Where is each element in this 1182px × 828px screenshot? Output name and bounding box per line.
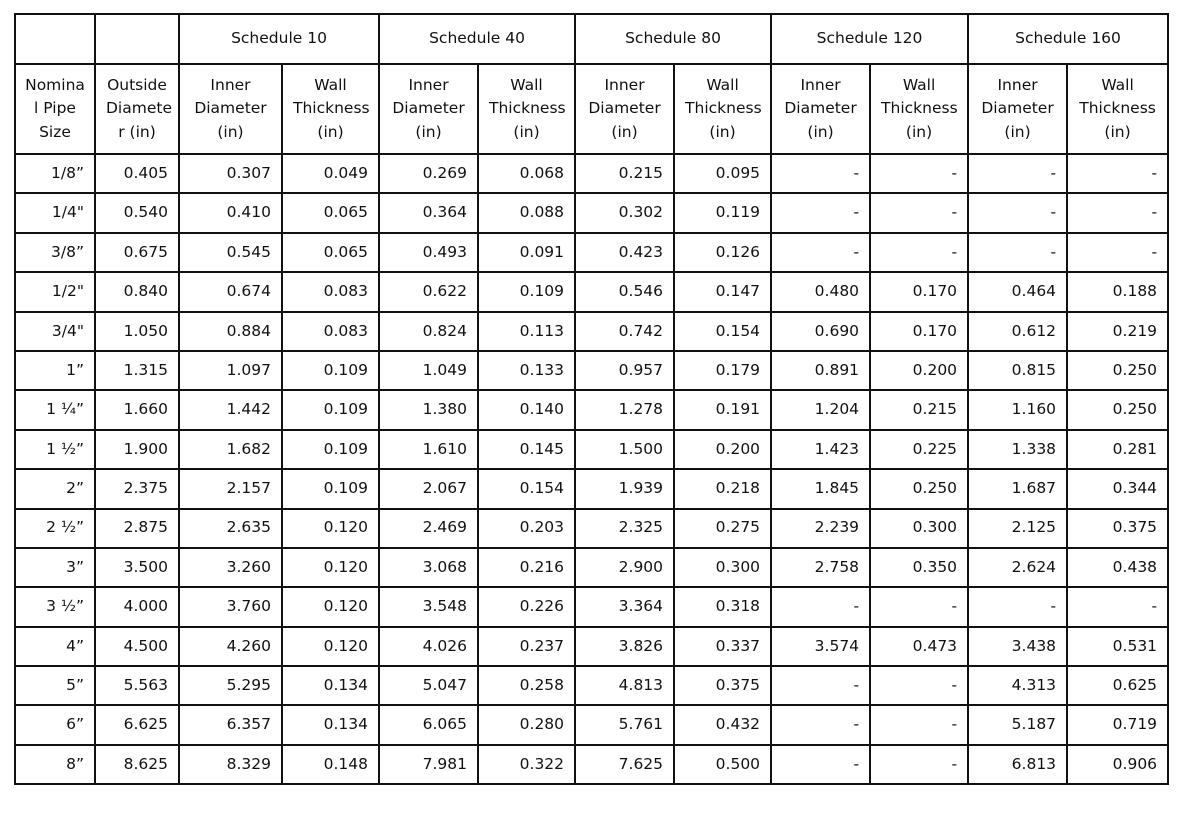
inner-diameter-cell: - [771, 193, 870, 232]
inner-diameter-cell: 1.423 [771, 430, 870, 469]
inner-diameter-cell: 1.939 [575, 469, 674, 508]
inner-diameter-cell: 4.813 [575, 666, 674, 705]
table-row [15, 469, 1168, 508]
nominal-pipe-size-cell: 1/4" [15, 193, 95, 232]
wall-thickness-cell: 0.625 [1067, 666, 1168, 705]
inner-diameter-cell: 2.900 [575, 548, 674, 587]
wall-thickness-cell: 0.120 [282, 548, 379, 587]
wall-thickness-cell: 0.088 [478, 193, 575, 232]
nominal-pipe-size-cell: 1/2" [15, 272, 95, 311]
inner-diameter-cell: - [968, 587, 1067, 626]
wall-thickness-cell: 0.154 [478, 469, 575, 508]
inner-diameter-cell: 0.957 [575, 351, 674, 390]
wall-thickness-cell: 0.154 [674, 312, 771, 351]
schedule-header: Schedule 40 [379, 14, 575, 64]
inner-diameter-cell: - [968, 154, 1067, 193]
table-row [15, 390, 1168, 429]
nominal-pipe-size-cell: 4” [15, 627, 95, 666]
wall-thickness-cell: - [870, 193, 968, 232]
outside-diameter-cell: 2.375 [95, 469, 179, 508]
wall-thickness-cell: 0.179 [674, 351, 771, 390]
nominal-pipe-size-cell: 1/8” [15, 154, 95, 193]
nominal-pipe-size-cell: 2” [15, 469, 95, 508]
wall-thickness-cell: 0.250 [1067, 351, 1168, 390]
wall-thickness-cell: 0.216 [478, 548, 575, 587]
inner-diameter-cell: 1.204 [771, 390, 870, 429]
inner-diameter-cell: 2.758 [771, 548, 870, 587]
outside-diameter-cell: 5.563 [95, 666, 179, 705]
inner-diameter-cell: - [968, 233, 1067, 272]
inner-diameter-cell: 3.438 [968, 627, 1067, 666]
inner-diameter-cell: 0.742 [575, 312, 674, 351]
inner-diameter-cell: 1.687 [968, 469, 1067, 508]
table-body [15, 154, 1168, 784]
inner-diameter-cell: 6.357 [179, 705, 282, 744]
wall-thickness-cell: 0.119 [674, 193, 771, 232]
inner-diameter-cell: 2.067 [379, 469, 478, 508]
wall-thickness-cell: - [870, 233, 968, 272]
wall-thickness-cell: - [1067, 233, 1168, 272]
table-row [15, 193, 1168, 232]
inner-diameter-cell: - [771, 666, 870, 705]
inner-diameter-cell: - [771, 233, 870, 272]
inner-diameter-cell: 0.612 [968, 312, 1067, 351]
schedule-header: Schedule 160 [968, 14, 1168, 64]
inner-diameter-cell: 1.442 [179, 390, 282, 429]
wall-thickness-cell: 0.322 [478, 745, 575, 784]
inner-diameter-cell: 5.761 [575, 705, 674, 744]
table-row [15, 745, 1168, 784]
outside-diameter-cell: 4.500 [95, 627, 179, 666]
wall-thickness-cell: 0.719 [1067, 705, 1168, 744]
inner-diameter-cell: 0.493 [379, 233, 478, 272]
inner-diameter-cell: 2.325 [575, 509, 674, 548]
wall-thickness-cell: 0.280 [478, 705, 575, 744]
wall-thickness-cell: 0.191 [674, 390, 771, 429]
wall-thickness-cell: 0.109 [282, 390, 379, 429]
inner-diameter-header: Inner Diameter (in) [968, 64, 1067, 154]
wall-thickness-cell: 0.083 [282, 312, 379, 351]
wall-thickness-header: Wall Thickness (in) [870, 64, 968, 154]
outside-diameter-cell: 2.875 [95, 509, 179, 548]
inner-diameter-cell: 0.302 [575, 193, 674, 232]
table-row [15, 666, 1168, 705]
wall-thickness-cell: 0.133 [478, 351, 575, 390]
inner-diameter-cell: 4.026 [379, 627, 478, 666]
wall-thickness-cell: 0.237 [478, 627, 575, 666]
inner-diameter-cell: - [771, 587, 870, 626]
inner-diameter-cell: 3.826 [575, 627, 674, 666]
nominal-pipe-size-cell: 1 ½” [15, 430, 95, 469]
inner-diameter-cell: 0.215 [575, 154, 674, 193]
wall-thickness-cell: 0.120 [282, 587, 379, 626]
wall-thickness-cell: 0.134 [282, 666, 379, 705]
inner-diameter-cell: 2.635 [179, 509, 282, 548]
inner-diameter-cell: 7.981 [379, 745, 478, 784]
schedule-header-row [15, 14, 1168, 64]
inner-diameter-cell: 1.682 [179, 430, 282, 469]
outside-diameter-cell: 0.540 [95, 193, 179, 232]
inner-diameter-header: Inner Diameter (in) [771, 64, 870, 154]
wall-thickness-cell: - [870, 666, 968, 705]
wall-thickness-cell: 0.250 [870, 469, 968, 508]
inner-diameter-cell: 3.548 [379, 587, 478, 626]
inner-diameter-cell: 3.260 [179, 548, 282, 587]
wall-thickness-cell: 0.049 [282, 154, 379, 193]
outside-diameter-cell: 6.625 [95, 705, 179, 744]
inner-diameter-cell: 0.690 [771, 312, 870, 351]
inner-diameter-cell: 1.610 [379, 430, 478, 469]
wall-thickness-cell: 0.531 [1067, 627, 1168, 666]
wall-thickness-cell: 0.432 [674, 705, 771, 744]
wall-thickness-cell: 0.148 [282, 745, 379, 784]
outside-diameter-cell: 3.500 [95, 548, 179, 587]
inner-diameter-cell: 2.125 [968, 509, 1067, 548]
inner-diameter-cell: - [968, 193, 1067, 232]
wall-thickness-cell: 0.300 [870, 509, 968, 548]
nominal-pipe-size-cell: 6” [15, 705, 95, 744]
inner-diameter-cell: 4.260 [179, 627, 282, 666]
outside-diameter-cell: 0.405 [95, 154, 179, 193]
inner-diameter-cell: 0.815 [968, 351, 1067, 390]
wall-thickness-cell: 0.145 [478, 430, 575, 469]
inner-diameter-cell: 2.469 [379, 509, 478, 548]
outside-diameter-cell: 1.315 [95, 351, 179, 390]
wall-thickness-cell: 0.438 [1067, 548, 1168, 587]
wall-thickness-cell: 0.113 [478, 312, 575, 351]
wall-thickness-cell: 0.344 [1067, 469, 1168, 508]
wall-thickness-cell: 0.300 [674, 548, 771, 587]
outside-diameter-cell: 0.675 [95, 233, 179, 272]
outside-diameter-header: Outside Diamete r (in) [95, 64, 179, 154]
wall-thickness-cell: - [870, 705, 968, 744]
inner-diameter-cell: 6.813 [968, 745, 1067, 784]
wall-thickness-cell: 0.083 [282, 272, 379, 311]
wall-thickness-cell: 0.147 [674, 272, 771, 311]
wall-thickness-cell: 0.065 [282, 233, 379, 272]
wall-thickness-cell: 0.219 [1067, 312, 1168, 351]
inner-diameter-cell: 5.047 [379, 666, 478, 705]
outside-diameter-cell: 4.000 [95, 587, 179, 626]
inner-diameter-cell: 1.338 [968, 430, 1067, 469]
wall-thickness-cell: 0.281 [1067, 430, 1168, 469]
inner-diameter-cell: 4.313 [968, 666, 1067, 705]
nominal-pipe-size-cell: 1” [15, 351, 95, 390]
inner-diameter-cell: 0.884 [179, 312, 282, 351]
wall-thickness-cell: 0.215 [870, 390, 968, 429]
wall-thickness-cell: - [1067, 587, 1168, 626]
wall-thickness-cell: 0.140 [478, 390, 575, 429]
inner-diameter-cell: 0.480 [771, 272, 870, 311]
wall-thickness-cell: 0.250 [1067, 390, 1168, 429]
table-row [15, 351, 1168, 390]
inner-diameter-cell: 0.622 [379, 272, 478, 311]
table-row [15, 509, 1168, 548]
wall-thickness-cell: 0.091 [478, 233, 575, 272]
wall-thickness-cell: - [870, 587, 968, 626]
inner-diameter-cell: 5.295 [179, 666, 282, 705]
wall-thickness-cell: 0.258 [478, 666, 575, 705]
outside-diameter-cell: 0.840 [95, 272, 179, 311]
wall-thickness-cell: 0.065 [282, 193, 379, 232]
nominal-pipe-size-cell: 8” [15, 745, 95, 784]
outside-diameter-cell: 1.900 [95, 430, 179, 469]
wall-thickness-cell: 0.275 [674, 509, 771, 548]
inner-diameter-cell: 0.307 [179, 154, 282, 193]
wall-thickness-header: Wall Thickness (in) [1067, 64, 1168, 154]
inner-diameter-cell: 0.423 [575, 233, 674, 272]
inner-diameter-cell: 0.410 [179, 193, 282, 232]
schedule-header: Schedule 80 [575, 14, 771, 64]
inner-diameter-cell: 0.824 [379, 312, 478, 351]
inner-diameter-header: Inner Diameter (in) [179, 64, 282, 154]
inner-diameter-cell: 0.364 [379, 193, 478, 232]
inner-diameter-cell: 1.380 [379, 390, 478, 429]
wall-thickness-cell: - [870, 154, 968, 193]
inner-diameter-cell: 3.068 [379, 548, 478, 587]
wall-thickness-cell: 0.906 [1067, 745, 1168, 784]
inner-diameter-cell: 2.624 [968, 548, 1067, 587]
inner-diameter-header: Inner Diameter (in) [575, 64, 674, 154]
inner-diameter-cell: - [771, 154, 870, 193]
nominal-pipe-size-cell: 5” [15, 666, 95, 705]
table-row [15, 587, 1168, 626]
inner-diameter-cell: - [771, 705, 870, 744]
pipe-schedule-table [14, 13, 1169, 785]
inner-diameter-cell: 3.574 [771, 627, 870, 666]
table-row [15, 430, 1168, 469]
inner-diameter-cell: 1.500 [575, 430, 674, 469]
inner-diameter-cell: 1.097 [179, 351, 282, 390]
wall-thickness-cell: 0.318 [674, 587, 771, 626]
table-row [15, 312, 1168, 351]
wall-thickness-cell: 0.350 [870, 548, 968, 587]
wall-thickness-cell: 0.170 [870, 312, 968, 351]
wall-thickness-cell: - [870, 745, 968, 784]
wall-thickness-header: Wall Thickness (in) [478, 64, 575, 154]
nominal-pipe-size-cell: 2 ½” [15, 509, 95, 548]
inner-diameter-cell: 0.269 [379, 154, 478, 193]
outside-diameter-cell: 1.660 [95, 390, 179, 429]
wall-thickness-cell: 0.218 [674, 469, 771, 508]
nominal-pipe-size-cell: 3/8” [15, 233, 95, 272]
inner-diameter-cell: 3.760 [179, 587, 282, 626]
nominal-pipe-size-cell: 1 ¼” [15, 390, 95, 429]
inner-diameter-cell: 0.891 [771, 351, 870, 390]
inner-diameter-cell: 7.625 [575, 745, 674, 784]
inner-diameter-cell: 2.239 [771, 509, 870, 548]
wall-thickness-cell: 0.337 [674, 627, 771, 666]
inner-diameter-cell: 1.160 [968, 390, 1067, 429]
wall-thickness-cell: 0.126 [674, 233, 771, 272]
wall-thickness-cell: - [1067, 193, 1168, 232]
inner-diameter-cell: 0.464 [968, 272, 1067, 311]
empty-header-cell [95, 14, 179, 64]
inner-diameter-cell: 5.187 [968, 705, 1067, 744]
nominal-pipe-size-cell: 3/4" [15, 312, 95, 351]
outside-diameter-cell: 8.625 [95, 745, 179, 784]
table-row [15, 627, 1168, 666]
inner-diameter-cell: 0.545 [179, 233, 282, 272]
wall-thickness-cell: 0.109 [478, 272, 575, 311]
wall-thickness-cell: 0.203 [478, 509, 575, 548]
inner-diameter-cell: 0.674 [179, 272, 282, 311]
wall-thickness-header: Wall Thickness (in) [282, 64, 379, 154]
wall-thickness-cell: 0.109 [282, 351, 379, 390]
inner-diameter-cell: 1.049 [379, 351, 478, 390]
wall-thickness-cell: 0.170 [870, 272, 968, 311]
wall-thickness-cell: 0.109 [282, 430, 379, 469]
nominal-pipe-size-header: Nomina l Pipe Size [15, 64, 95, 154]
wall-thickness-cell: 0.188 [1067, 272, 1168, 311]
outside-diameter-cell: 1.050 [95, 312, 179, 351]
wall-thickness-header: Wall Thickness (in) [674, 64, 771, 154]
wall-thickness-cell: 0.500 [674, 745, 771, 784]
wall-thickness-cell: 0.200 [674, 430, 771, 469]
table-row [15, 233, 1168, 272]
wall-thickness-cell: 0.226 [478, 587, 575, 626]
inner-diameter-cell: 8.329 [179, 745, 282, 784]
nominal-pipe-size-cell: 3 ½” [15, 587, 95, 626]
wall-thickness-cell: 0.375 [1067, 509, 1168, 548]
table-row [15, 154, 1168, 193]
schedule-header: Schedule 120 [771, 14, 968, 64]
wall-thickness-cell: - [1067, 154, 1168, 193]
table-row [15, 705, 1168, 744]
wall-thickness-cell: 0.068 [478, 154, 575, 193]
wall-thickness-cell: 0.375 [674, 666, 771, 705]
wall-thickness-cell: 0.473 [870, 627, 968, 666]
inner-diameter-cell: 1.845 [771, 469, 870, 508]
wall-thickness-cell: 0.120 [282, 627, 379, 666]
empty-header-cell [15, 14, 95, 64]
inner-diameter-cell: 3.364 [575, 587, 674, 626]
column-header-row [15, 64, 1168, 154]
wall-thickness-cell: 0.134 [282, 705, 379, 744]
wall-thickness-cell: 0.200 [870, 351, 968, 390]
wall-thickness-cell: 0.225 [870, 430, 968, 469]
inner-diameter-cell: 2.157 [179, 469, 282, 508]
nominal-pipe-size-cell: 3” [15, 548, 95, 587]
table-row [15, 548, 1168, 587]
wall-thickness-cell: 0.120 [282, 509, 379, 548]
table-row [15, 272, 1168, 311]
wall-thickness-cell: 0.095 [674, 154, 771, 193]
inner-diameter-header: Inner Diameter (in) [379, 64, 478, 154]
inner-diameter-cell: - [771, 745, 870, 784]
schedule-header: Schedule 10 [179, 14, 379, 64]
inner-diameter-cell: 1.278 [575, 390, 674, 429]
wall-thickness-cell: 0.109 [282, 469, 379, 508]
inner-diameter-cell: 6.065 [379, 705, 478, 744]
inner-diameter-cell: 0.546 [575, 272, 674, 311]
